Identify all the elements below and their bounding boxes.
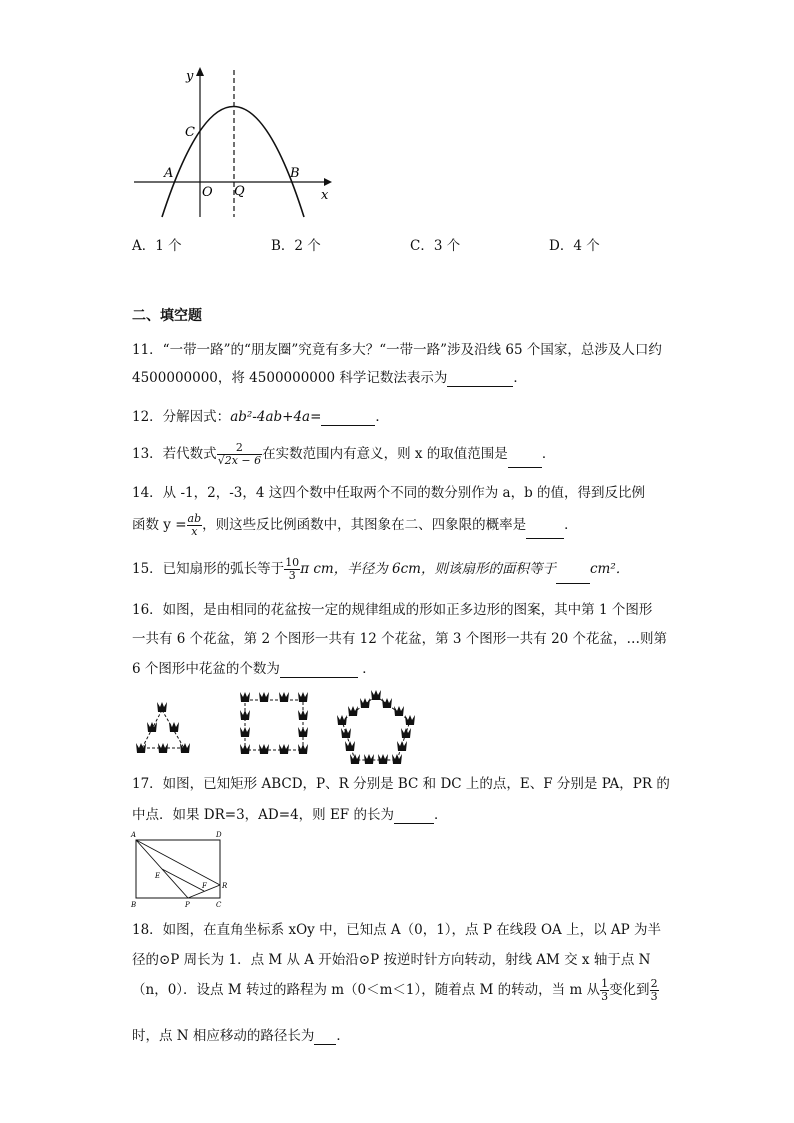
parabola-curve: [162, 107, 304, 218]
point-O-label: O: [202, 185, 213, 200]
q14-suffix: ，则这些反比例函数中，其图象在二、四象限的概率是: [202, 517, 527, 533]
q17-end: ．: [433, 807, 448, 823]
q15-frac-den: 3: [288, 569, 296, 582]
rect-label-P: P: [185, 901, 190, 909]
rect-ABCD: [136, 840, 220, 898]
q13-frac-num: 2: [217, 442, 262, 455]
q15-fraction: [284, 557, 300, 582]
segment-EF: [162, 869, 204, 891]
rect-label-B: B: [131, 901, 137, 909]
option-d: D．4 个: [549, 238, 600, 254]
q15-unit: cm²．: [589, 561, 630, 577]
q18-l3-mid: 变化到: [609, 982, 650, 998]
point-B-label: B: [290, 166, 300, 181]
q14-fraction: [187, 513, 203, 538]
option-c: C．3 个: [410, 238, 461, 254]
pentagon-pattern: [337, 690, 415, 764]
q13-answer-blank[interactable]: [508, 453, 542, 468]
q14-frac-num: ab: [187, 512, 202, 525]
q16-line1: 16．如图，是由相同的花盆按一定的规律组成的形如正多边形的图案，其中第 1 个图形: [132, 602, 653, 618]
segment-AR: [136, 840, 220, 885]
section-title: 二、填空题: [132, 308, 202, 324]
q14-line1: 14．从 -1，2，-3，4 这四个数中任取两个不同的数分别作为 a，b 的值，得到反比例: [132, 485, 646, 501]
q18-frac2-num: 2: [650, 977, 658, 990]
y-axis-arrow-icon: [196, 67, 204, 76]
rectangle-figure: [128, 828, 238, 910]
rect-label-D: D: [216, 831, 222, 839]
y-label: y: [186, 69, 194, 84]
q14-line2: [132, 511, 578, 539]
rect-label-E: E: [155, 872, 161, 880]
point-C-label: C: [185, 125, 195, 140]
q13-end: ．: [541, 446, 556, 462]
rect-label-A: A: [131, 831, 137, 839]
q16-answer-blank[interactable]: [280, 663, 358, 678]
q13-fraction: [217, 442, 262, 467]
q18-text: 时，点 N 相应移动的路径长为: [132, 1028, 315, 1044]
q15-prefix: 15．已知扇形的弧长等于: [132, 561, 285, 577]
q18-line2: 径的⊙P 周长为 1．点 M 从 A 开始沿⊙P 按逆时针方向转动，射线 AM 交 x 轴于点 N: [132, 952, 651, 968]
q17-line2: [132, 806, 447, 824]
q15-frac-num: 10: [285, 556, 300, 569]
q18-end: ．: [336, 1028, 350, 1044]
q14-answer-blank[interactable]: [526, 524, 564, 539]
q17-line1: 17．如图，已知矩形 ABCD，P、R 分别是 BC 和 DC 上的点，E、F 分别是 PA，PR 的: [132, 776, 670, 792]
q18-line3: [132, 975, 659, 1005]
triangle-pattern: [136, 702, 190, 753]
q13-prefix: 13．若代数式: [132, 446, 217, 462]
q11-text: 4500000000，将 4500000000 科学记数法表示为: [132, 370, 448, 386]
option-b: B．2 个: [271, 238, 321, 254]
rect-label-F: F: [202, 882, 207, 890]
q15-answer-blank[interactable]: [556, 569, 590, 584]
q18-fraction-2: [650, 978, 659, 1003]
option-a: A．1 个: [132, 238, 182, 254]
q13-line: [132, 440, 555, 468]
parabola-graph: [128, 62, 338, 222]
q15-line: [132, 554, 629, 584]
q18-line4: [132, 1027, 350, 1045]
q16-line2: 一共有 6 个花盆，第 2 个图形一共有 12 个花盆，第 3 个图形一共有 20 个花盆，…则第: [132, 631, 668, 647]
q18-frac1-num: 1: [601, 977, 609, 990]
q12-end: ．: [375, 409, 389, 425]
rect-label-C: C: [216, 901, 222, 909]
x-axis-arrow-icon: [324, 178, 332, 186]
q13-frac-den: √2x − 6: [217, 454, 262, 467]
q12-answer-blank[interactable]: [321, 411, 375, 426]
q11-answer-blank[interactable]: [447, 372, 513, 387]
q18-answer-blank[interactable]: [314, 1030, 336, 1045]
q14-frac-den: x: [191, 525, 198, 538]
q13-suffix: 在实数范围内有意义，则 x 的取值范围是: [262, 446, 508, 462]
q14-end: ．: [564, 517, 578, 533]
q11-end: ．: [513, 370, 527, 386]
q11-line1: 11．“一带一路”的“朋友圈”究竟有多大？“一带一路”涉及沿线 65 个国家，总涉及人口约: [132, 342, 662, 358]
q18-frac2-den: 3: [650, 990, 658, 1003]
q16-text: 6 个图形中花盆的个数为: [132, 661, 280, 677]
q16-end: ．: [362, 661, 376, 677]
point-Q-label: Q: [234, 184, 245, 199]
rect-label-R: R: [222, 882, 228, 890]
square-pattern: [240, 692, 308, 754]
q14-func-prefix: 函数 y =: [132, 517, 187, 533]
q12-prefix: 12．分解因式：: [132, 409, 231, 425]
q18-fraction-1: [600, 978, 609, 1003]
q18-frac1-den: 3: [601, 990, 609, 1003]
q15-mid: π cm，半径为 6cm，则该扇形的面积等于: [300, 561, 556, 577]
q17-answer-blank[interactable]: [394, 809, 434, 824]
q18-line1: 18．如图，在直角坐标系 xOy 中，已知点 A（0，1），点 P 在线段 OA 上，以 AP 为半: [132, 922, 662, 938]
q12-expression: ab²-4ab+4a=: [230, 409, 322, 425]
q17-text: 中点．如果 DR=3，AD=4，则 EF 的长为: [132, 807, 394, 823]
q12-line: [132, 408, 389, 426]
q11-line2: [132, 369, 527, 387]
x-label: x: [321, 188, 329, 203]
q16-line3: [132, 660, 376, 678]
flowerpot-patterns: [128, 688, 428, 768]
point-A-label: A: [164, 166, 174, 181]
q18-l3-prefix: （n，0）．设点 M 转过的路程为 m（0＜m＜1），随着点 M 的转动，当 m 从: [132, 982, 601, 998]
